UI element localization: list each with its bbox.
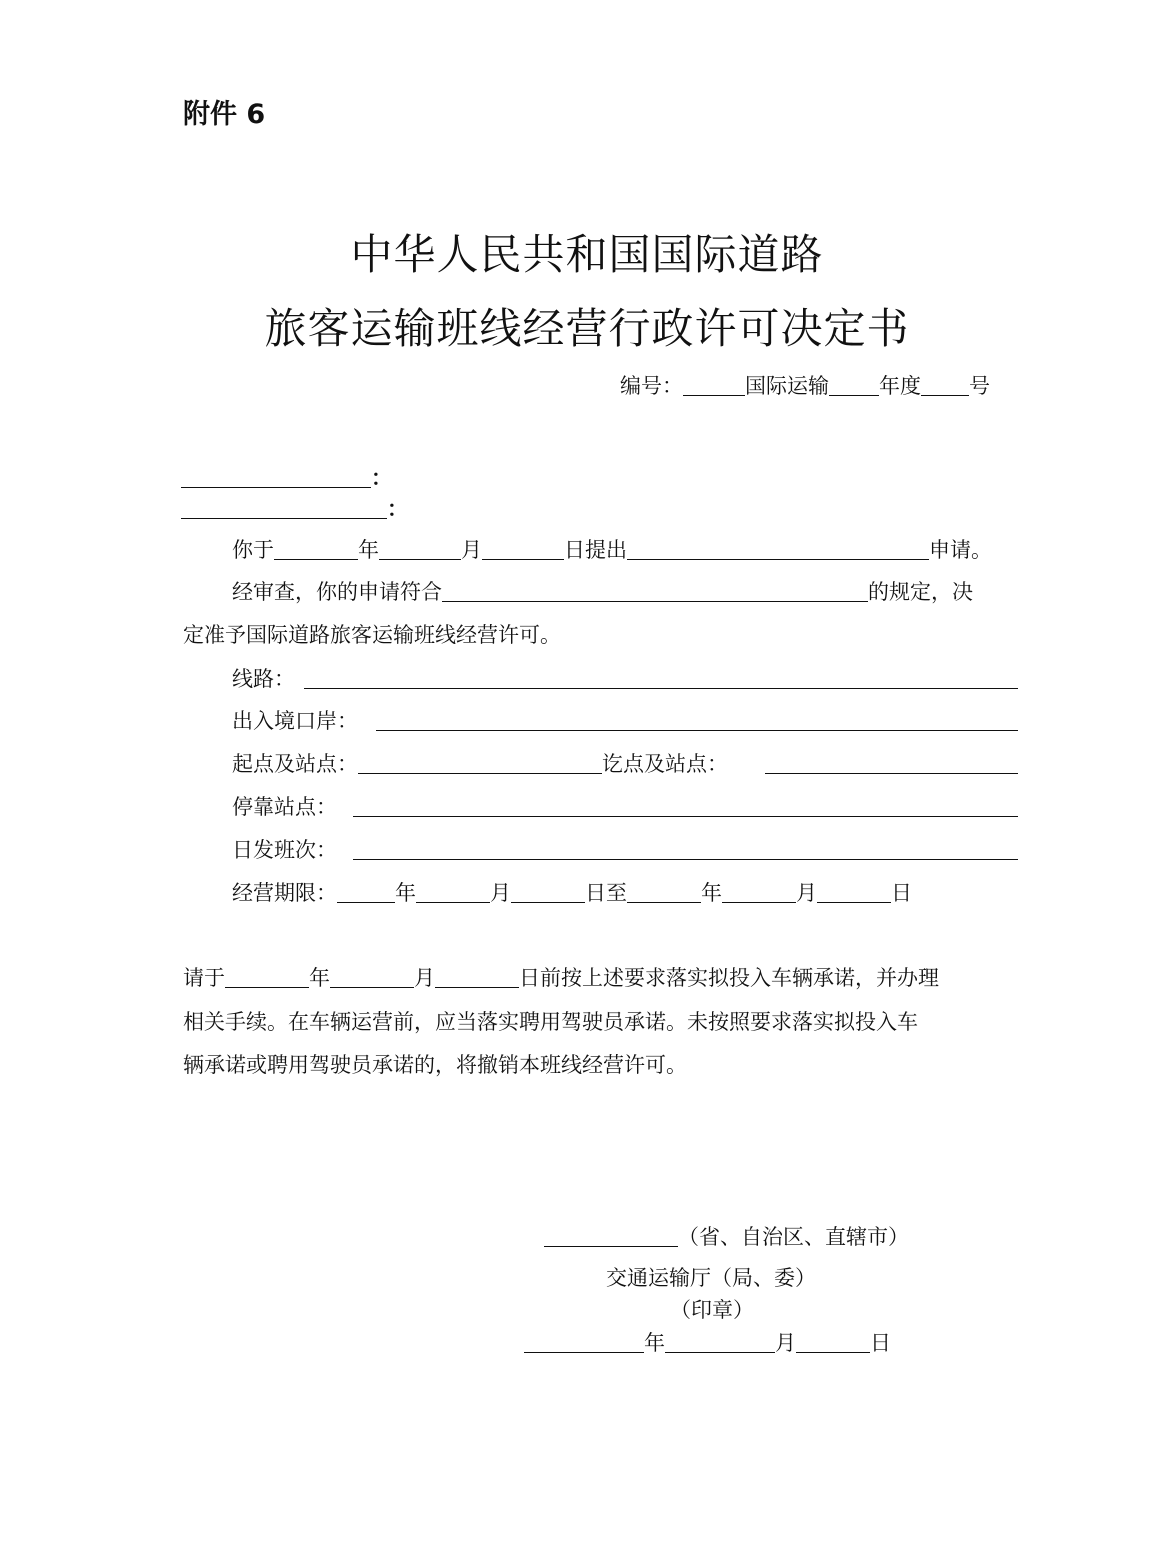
request-month-blank[interactable]: [330, 965, 414, 988]
signature-seal: （印章）: [670, 1298, 754, 1322]
period-start-year-blank[interactable]: [337, 880, 395, 903]
port-label: 出入境口岸：: [232, 709, 358, 733]
application-line: 你于 年 月 日提出 申请。: [232, 538, 992, 562]
number-blank-3[interactable]: [921, 373, 969, 396]
stops-label: 停靠站点：: [232, 795, 337, 819]
apply-day-blank[interactable]: [482, 537, 564, 560]
sign-day-blank[interactable]: [796, 1330, 870, 1353]
port-blank[interactable]: [376, 708, 1018, 731]
daily-blank[interactable]: [353, 837, 1018, 860]
addressee-line-1: ：: [181, 463, 392, 493]
request-line-2: 相关手续。在车辆运营前，应当落实聘用驾驶员承诺。未按照要求落实拟投入车: [183, 1010, 918, 1034]
title-line-1: 中华人民共和国国际道路: [350, 230, 824, 279]
number-blank-1[interactable]: [683, 373, 745, 396]
origin-line: 起点及站点： 讫点及站点：: [232, 752, 728, 776]
apply-item-blank[interactable]: [627, 537, 929, 560]
attachment-label: 附件 6: [183, 99, 266, 130]
request-year-blank[interactable]: [225, 965, 309, 988]
sign-month-blank[interactable]: [665, 1330, 775, 1353]
title-line-2: 旅客运输班线经营行政许可决定书: [264, 304, 910, 353]
number-blank-2[interactable]: [829, 373, 879, 396]
period-start-month-blank[interactable]: [416, 880, 490, 903]
request-day-blank[interactable]: [435, 965, 519, 988]
document-number: 编号： 国际运输 年度 号: [620, 374, 990, 398]
period-end-day-blank[interactable]: [817, 880, 891, 903]
sign-year-blank[interactable]: [524, 1330, 644, 1353]
signature-date: 年 月 日: [524, 1328, 891, 1358]
route-label: 线路：: [232, 667, 295, 691]
review-line-1: 经审查，你的申请符合 的规定，决: [232, 580, 973, 604]
regulation-blank[interactable]: [442, 579, 868, 602]
period-end-month-blank[interactable]: [722, 880, 796, 903]
destination-blank[interactable]: [765, 751, 1018, 774]
addressee-blank-2[interactable]: [181, 496, 387, 519]
signature-dept: 交通运输厅（局、委）: [606, 1266, 816, 1290]
stops-blank[interactable]: [353, 794, 1018, 817]
signature-province: （省、自治区、直辖市）: [544, 1222, 909, 1252]
route-blank[interactable]: [304, 666, 1018, 689]
addressee-line-2: ：: [181, 494, 408, 524]
province-blank[interactable]: [544, 1224, 678, 1247]
daily-label: 日发班次：: [232, 838, 337, 862]
request-line-3: 辆承诺或聘用驾驶员承诺的，将撤销本班线经营许可。: [183, 1053, 687, 1077]
apply-year-blank[interactable]: [274, 537, 358, 560]
period-end-year-blank[interactable]: [627, 880, 701, 903]
period-line: 经营期限： 年 月 日至 年 月 日: [232, 881, 912, 905]
request-line-1: 请于 年 月 日前按上述要求落实拟投入车辆承诺，并办理: [183, 966, 939, 990]
addressee-blank-1[interactable]: [181, 465, 371, 488]
origin-blank[interactable]: [358, 751, 602, 774]
review-line-2: 定准予国际道路旅客运输班线经营许可。: [183, 623, 561, 647]
period-start-day-blank[interactable]: [511, 880, 585, 903]
apply-month-blank[interactable]: [379, 537, 461, 560]
